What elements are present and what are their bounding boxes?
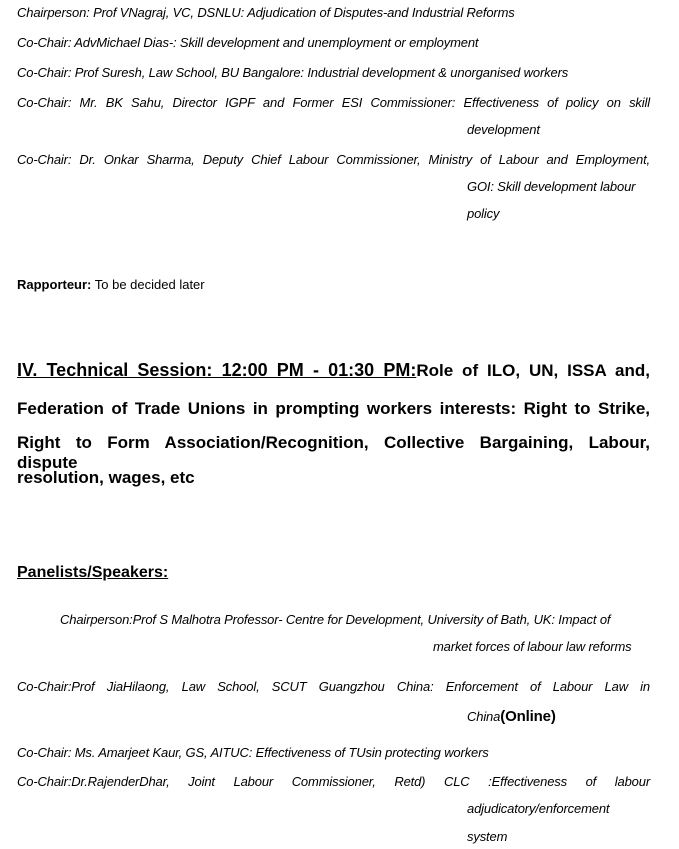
session4-cochair-kaur: Co-Chair: Ms. Amarjeet Kaur, GS, AITUC: Effectiveness of TUsin protecting workers [17, 745, 489, 760]
session4-heading-line1 [17, 360, 650, 381]
session3-cochair-suresh: Co-Chair: Prof Suresh, Law School, BU Bangalore: Industrial development & unorganised workers [17, 65, 569, 80]
session4-heading-line2: Federation of Trade Unions in prompting workers interests: Right to Strike, [17, 399, 650, 418]
online-badge: (Online) [500, 708, 556, 725]
session3-chairperson: Chairperson: Prof VNagraj, VC, DSNLU: Adjudication of Disputes-and Industrial Reforms [17, 5, 515, 20]
session3-cochair-sahu-cont: development [467, 122, 540, 137]
session3-cochair-dias: Co-Chair: AdvMichael Dias-: Skill development and unemployment or employment [17, 35, 479, 50]
session4-heading-title: IV. Technical Session: 12:00 PM - 01:30 PM: [17, 360, 417, 380]
rapporteur-value: To be decided later [91, 277, 205, 292]
session4-chairperson-cont: market forces of labour law reforms [433, 639, 632, 654]
session4-heading-line4: resolution, wages, etc [17, 468, 195, 487]
session3-cochair-sharma: Co-Chair: Dr. Onkar Sharma, Deputy Chief Labour Commissioner, Ministry of Labour and Employment, [17, 152, 650, 167]
session4-heading-line3: Right to Form Association/Recognition, Collective Bargaining, Labour, dispute [17, 433, 650, 472]
rapporteur-line [17, 277, 205, 292]
session4-cochair-dhar: Co-Chair:Dr.RajenderDhar, Joint Labour Commissioner, Retd) CLC :Effectiveness of labour [17, 774, 650, 789]
session3-cochair-sharma-cont2: policy [467, 206, 500, 221]
session4-cochair-dhar-cont1: adjudicatory/enforcement [467, 801, 610, 816]
panelists-heading: Panelists/Speakers: [17, 564, 169, 581]
session4-cochair-dhar-cont2: system [467, 829, 508, 844]
rapporteur-label: Rapporteur: [17, 277, 92, 292]
session3-cochair-sahu: Co-Chair: Mr. BK Sahu, Director IGPF and Former ESI Commissioner: Effectiveness of policy on skill [17, 95, 650, 110]
session4-cochair-jia: Co-Chair:Prof JiaHilaong, Law School, SCUT Guangzhou China: Enforcement of Labour Law in [17, 679, 650, 694]
session4-chairperson: Chairperson:Prof S Malhotra Professor- Centre for Development, University of Bath, UK: Impact of [60, 612, 611, 627]
session3-cochair-sharma-cont1: GOI: Skill development labour [467, 179, 636, 194]
session4-cochair-jia-cont [467, 708, 556, 725]
china-text: China [467, 709, 501, 724]
session4-heading-topic: Role of ILO, UN, ISSA and, [416, 361, 650, 380]
